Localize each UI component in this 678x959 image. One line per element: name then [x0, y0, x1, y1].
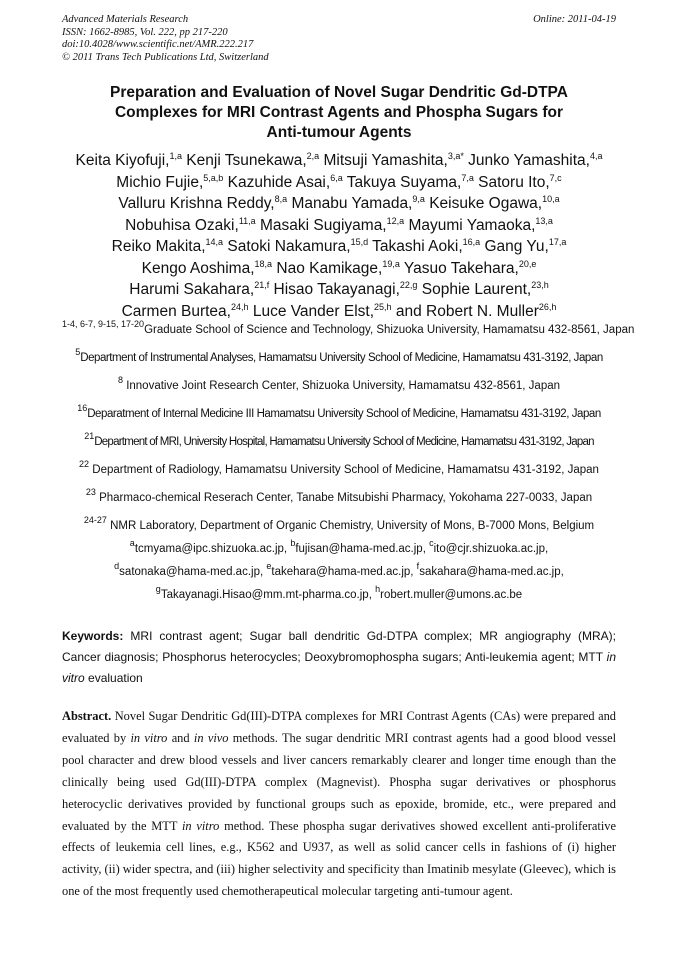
- author: Junko Yamashita,$^{4,a}$: [468, 151, 603, 169]
- email[interactable]: $^f$sakahara@hama-med.ac.jp,: [416, 561, 564, 578]
- title-line: Preparation and Evaluation of Novel Sugar Dendritic Gd-DTPA: [110, 84, 568, 101]
- author: Gang Yu,$^{17,a}$: [484, 237, 567, 255]
- journal-header: [62, 14, 269, 64]
- keywords-tail: evaluation: [88, 671, 143, 685]
- author: Luce Vander Elst,$^{25,h}$: [252, 301, 392, 320]
- author-line: [50, 215, 628, 237]
- author-line: [50, 258, 628, 280]
- doi-line: doi:10.4028/www.scientific.net/AMR.222.217: [62, 39, 254, 50]
- email-line: [62, 584, 616, 607]
- abstract-italic: in vivo: [193, 730, 229, 745]
- author: Kenji Tsunekawa,$^{2,a}$: [186, 151, 320, 169]
- affiliation: $^{23}$ Pharmaco-chemical Reserach Center, Tanabe Mitsubishi Pharmacy, Yokohama 227-0033, Japan: [85, 487, 593, 504]
- author-line: [50, 150, 628, 172]
- email[interactable]: $^d$satonaka@hama-med.ac.jp,: [114, 561, 264, 578]
- affiliation: $^{21}$Department of MRI, University Hospital, Hamamatsu University School of Medicine, Hamamatsu 431-3192, Japan: [84, 431, 594, 448]
- author: Satoki Nakamura,$^{15,d}$: [227, 237, 369, 255]
- author: Takashi Aoki,$^{16,a}$: [372, 237, 481, 255]
- journal-name: Advanced Materials Research: [62, 14, 189, 25]
- author: Hisao Takayanagi,$^{22,g}$: [273, 280, 418, 298]
- author-line: [50, 172, 628, 194]
- abstract-italic: in vitro: [181, 818, 220, 833]
- abstract-italic: in vitro: [130, 730, 168, 745]
- author-line: [50, 193, 628, 215]
- author: Mayumi Yamaoka,$^{13,a}$: [408, 215, 553, 234]
- email[interactable]: $^b$fujisan@hama-med.ac.jp,: [290, 538, 426, 555]
- paper-title: [62, 83, 616, 143]
- email[interactable]: $^h$robert.muller@umons.ac.be: [375, 584, 523, 601]
- title-line: Complexes for MRI Contrast Agents and Phospha Sugars for: [114, 104, 564, 121]
- copyright-line: © 2011 Trans Tech Publications Ltd, Switzerland: [62, 51, 269, 63]
- keywords-text: MRI contrast agent; Sugar ball dendritic Gd-DTPA complex; MR angiography (MRA); Cancer diagnosis; Phosphorus heterocycles; Deoxybromophospha sugars; Anti-leukemia agent; MTT: [62, 629, 617, 664]
- author: Sophie Laurent,$^{23,h}$: [421, 280, 549, 298]
- author: Kengo Aoshima,$^{18,a}$: [141, 258, 273, 277]
- author: Carmen Burtea,$^{24,h}$: [121, 301, 249, 320]
- keywords-italic: in vitro: [62, 650, 616, 685]
- abstract-text: Novel Sugar Dendritic Gd(III)-DTPA complexes for MRI Contrast Agents (CAs) were prepared and evaluated by: [62, 709, 616, 745]
- title-line: Anti-tumour Agents: [266, 124, 412, 141]
- author: Valluru Krishna Reddy,$^{8,a}$: [118, 194, 288, 212]
- abstract-text: and: [171, 730, 190, 745]
- abstract-label: Abstract.: [62, 709, 112, 723]
- author: Reiko Makita,$^{14,a}$: [111, 237, 224, 255]
- author: Keisuke Ogawa,$^{10,a}$: [429, 194, 560, 212]
- email[interactable]: $^g$Takayanagi.Hisao@mm.mt-pharma.co.jp,: [155, 584, 372, 601]
- author: Nobuhisa Ozaki,$^{11,a}$: [125, 215, 256, 234]
- author: and Robert N. Muller$^{26,h}$: [395, 301, 557, 320]
- author: Manabu Yamada,$^{9,a}$: [291, 194, 425, 212]
- issn-line: ISSN: 1662-8985, Vol. 222, pp 217-220: [62, 26, 228, 38]
- author: Michio Fujie,$^{5,a,b}$: [116, 172, 224, 191]
- author: Takuya Suyama,$^{7,a}$: [346, 172, 474, 191]
- affiliation: $^5$Department of Instrumental Analyses, Hamamatsu University School of Medicine, Hamamatsu 431-3192, Japan: [75, 347, 603, 364]
- affiliation: $^8$ Innovative Joint Research Center, Shizuoka University, Hamamatsu 432-8561, Japan: [117, 375, 561, 392]
- email-line: [62, 538, 616, 561]
- affiliation: $^{1-4, 6-7, 9-15, 17-20}$Graduate School of Science and Technology, Shizuoka University, Hamamatsu 432-8561, Japan: [62, 319, 635, 336]
- author: Kazuhide Asai,$^{6,a}$: [227, 172, 343, 191]
- affiliation: $^{24-27}$ NMR Laboratory, Department of Organic Chemistry, University of Mons, B-7000 Mons, Belgium: [83, 515, 595, 532]
- author-line: [50, 279, 628, 301]
- keywords-label: Keywords:: [62, 629, 124, 643]
- affiliation: $^{22}$ Department of Radiology, Hamamatsu University School of Medicine, Hamamatsu 431-3192, Japan: [79, 459, 599, 476]
- abstract-text: methods. The sugar dendritic MRI contrast agents had a good blood vessel pool character and drew blood vessels and liver cancers remarkably clearer and longer time enough than the clinically being used Gd(III)-DTPA complex (Magnevist). Phospha sugar derivatives or phosphorus heterocyclic derivatives provided by functional groups such as epoxide, bromide, etc., were prepared and evaluated by the MTT: [62, 730, 617, 833]
- author: Keita Kiyofuji,$^{1,a}$: [75, 151, 182, 169]
- author: Satoru Ito,$^{7,c}$: [478, 172, 562, 191]
- email[interactable]: $^c$ito@cjr.shizuoka.ac.jp,: [429, 538, 549, 555]
- author: Mitsuji Yamashita,$^{3,a*}$: [323, 151, 464, 169]
- affiliation-list: [62, 319, 635, 546]
- author: Yasuo Takehara,$^{20,e}$: [403, 258, 537, 277]
- abstract-text: method. These phospha sugar derivatives showed excellent anti-proliferative effects of leukemia cell lines, e.g., K562 and U937, as well as solid cancer cells in fashions of (i) higher activity, (ii) wider spectra, and (iii) higher selectivity and specificity than Imatinib mesylate (Gleevec), which is one of the most frequently used chemotherapeutical molecular targeting anti-tumour agent.: [62, 818, 616, 899]
- email[interactable]: $^a$tcmyama@ipc.shizuoka.ac.jp,: [129, 538, 288, 555]
- author: Nao Kamikage,$^{19,a}$: [276, 258, 400, 277]
- author: Masaki Sugiyama,$^{12,a}$: [259, 215, 405, 234]
- affiliation: $^{16}$Deparatment of Internal Medicine III Hamamatsu University School of Medicine, Hamamatsu 431-3192, Japan: [77, 403, 601, 420]
- email-list: [62, 538, 616, 607]
- email-line: [62, 561, 616, 584]
- email[interactable]: $^e$takehara@hama-med.ac.jp,: [266, 561, 414, 578]
- abstract-section: [62, 706, 616, 903]
- author: Harumi Sakahara,$^{21,f}$: [129, 280, 270, 298]
- online-date: Online: 2011-04-19: [533, 14, 616, 25]
- author-line: [50, 236, 628, 258]
- author-list: [50, 150, 628, 322]
- keywords-section: [62, 626, 616, 689]
